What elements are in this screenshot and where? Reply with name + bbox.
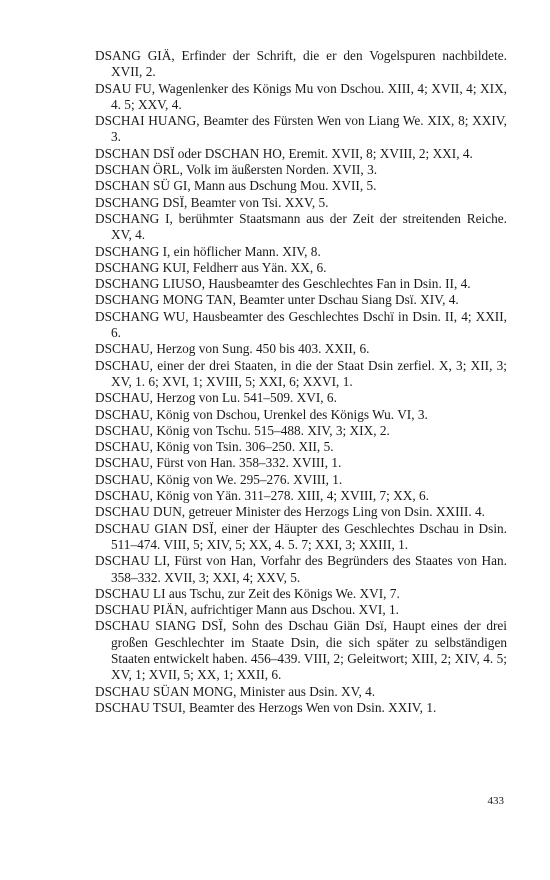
index-entry: DSCHAU, König von We. 295–276. XVIII, 1. [95,471,343,487]
index-entry: DSCHAU, König von Tschu. 515–488. XIV, 3; XIX, 2. [95,422,390,438]
index-entry: DSCHAU LI, Fürst von Han, Vorfahr des Begründers des Staates von Han. 358–332. XVII, 3; XXI, 4; XXV, 5. [95,553,507,585]
index-entry: DSCHANG DSÏ, Beamter von Tsi. XXV, 5. [95,194,329,210]
index-entry: DSANG GIÄ, Erfinder der Schrift, die er den Vogelspuren nachbildete. XVII, 2. [95,48,507,80]
index-entry: DSCHAU, Herzog von Sung. 450 bis 403. XXII, 6. [95,341,370,357]
index-entries [95,48,507,716]
index-entry: DSCHAU, einer der drei Staaten, in die der Staat Dsin zerfiel. X, 3; XII, 3; XV, 1. 6; XVI, 1; XVIII, 5; XXI, 6; XXVI, 1. [95,357,507,389]
index-entry: DSCHAN DSÏ oder DSCHAN HO, Eremit. XVII, 8; XVIII, 2; XXI, 4. [95,145,473,161]
index-entry: DSCHANG LIUSO, Hausbeamter des Geschlechtes Fan in Dsin. II, 4. [95,276,471,292]
index-entry: DSCHAU, Fürst von Han. 358–332. XVIII, 1. [95,455,342,471]
index-entry: DSCHANG WU, Hausbeamter des Geschlechtes Dschï in Dsin. II, 4; XXII, 6. [95,308,507,341]
index-entry: DSCHAU PIÄN, aufrichtiger Mann aus Dschou. XVI, 1. [95,602,399,618]
index-entry: DSCHAU DUN, getreuer Minister des Herzogs Ling von Dsin. XXIII. 4. [95,504,485,520]
index-entry: DSCHANG MONG TAN, Beamter unter Dschau Siang Dsï. XIV, 4. [95,292,459,308]
index-entry: DSCHAU, König von Yän. 311–278. XIII, 4; XVIII, 7; XX, 6. [95,488,429,504]
index-entry: DSCHAU, König von Dschou, Urenkel des Königs Wu. VI, 3. [95,406,428,422]
page-number: 433 [487,795,504,807]
index-entry: DSCHANG KUI, Feldherr aus Yän. XX, 6. [95,259,327,275]
index-entry: DSCHAU GIAN DSÏ, einer der Häupter des Geschlechtes Dschau in Dsin. 511–474. VIII, 5; XIV, 5; XX, 4. 5. 7; XXI, 3; XXIII, 1. [95,520,507,552]
index-entry: DSCHAU LI aus Tschu, zur Zeit des Königs We. XVI, 7. [95,585,400,601]
index-entry: DSCHAN SÜ GI, Mann aus Dschung Mou. XVII, 5. [95,178,377,194]
index-entry: DSCHAN ÖRL, Volk im äußersten Norden. XVII, 3. [95,162,378,178]
index-entry: DSCHAU SIANG DSÏ, Sohn des Dschau Giän Dsï, Haupt eines der drei großen Geschlechter im Staate Dsin, die sich später zu selbständigen Staaten entwickelt haben. 456–439. VIII, 2; Geleitwort; XIII, 2; XIV, 4. 5; XV, 1; XVII, 5; XX, 1; XXII, 6. [95,618,507,683]
index-entry: DSCHAU, König von Tsin. 306–250. XII, 5. [95,439,334,455]
index-entry: DSCHAU SÜAN MONG, Minister aus Dsin. XV, 4. [95,683,376,699]
index-entry: DSCHAU TSUI, Beamter des Herzogs Wen von Dsin. XXIV, 1. [95,699,437,715]
index-entry: DSCHANG I, berühmter Staatsmann aus der Zeit der streitenden Reiche. XV, 4. [95,210,507,243]
index-entry: DSAU FU, Wagenlenker des Königs Mu von Dschou. XIII, 4; XVII, 4; XIX, 4. 5; XXV, 4. [95,80,507,112]
index-entry: DSCHAI HUANG, Beamter des Fürsten Wen von Liang We. XIX, 8; XXIV, 3. [95,113,507,145]
index-entry: DSCHAU, Herzog von Lu. 541–509. XVI, 6. [95,390,337,406]
index-entry: DSCHANG I, ein höflicher Mann. XIV, 8. [95,243,321,259]
